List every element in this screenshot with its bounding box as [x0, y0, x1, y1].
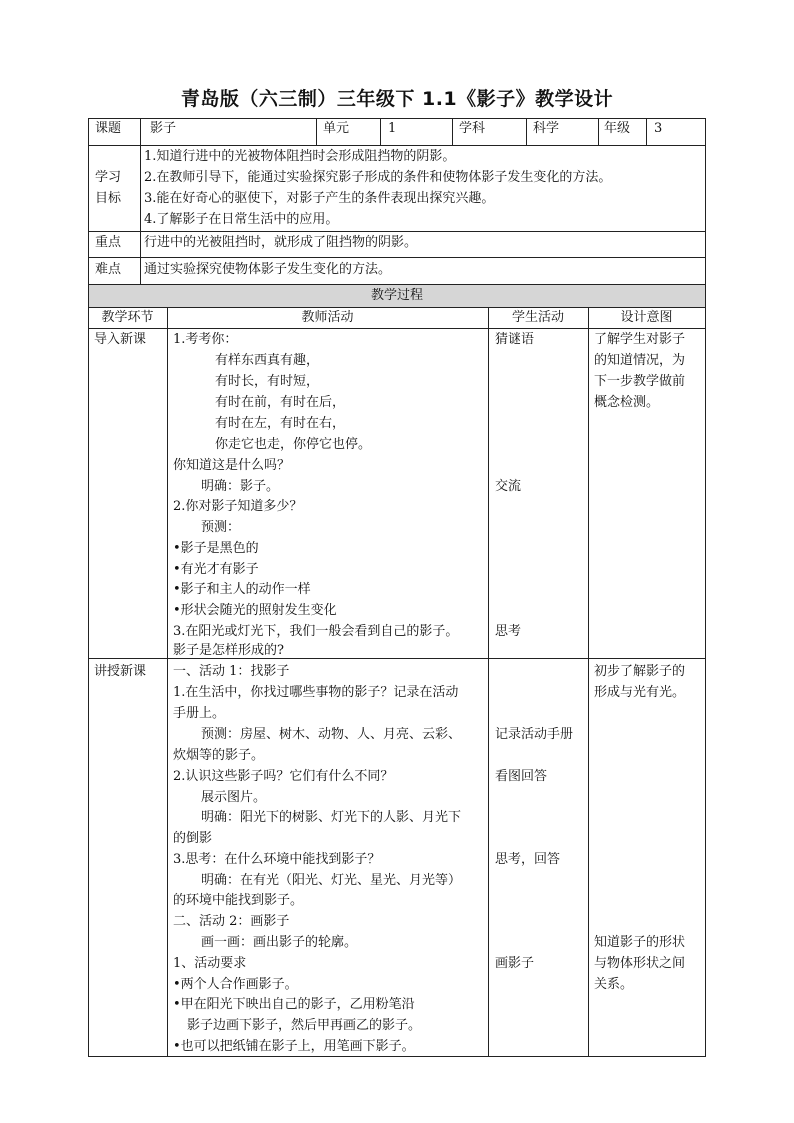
- subject-label: 学科: [459, 121, 486, 136]
- objective-item: 4.了解影子在日常生活中的应用。: [144, 212, 339, 227]
- objectives-label: 目标: [95, 191, 122, 206]
- row-line: [88, 145, 706, 146]
- col-line: [380, 118, 381, 145]
- document-title: 青岛版（六三制）三年级下 1.1《影子》教学设计: [180, 88, 614, 110]
- teacher-line: 预测：: [201, 520, 241, 535]
- teacher-line: 1.考考你：: [173, 332, 238, 347]
- unit-value: 1: [388, 121, 397, 136]
- design-intent-line: 关系。: [594, 977, 634, 992]
- row-line: [88, 328, 706, 329]
- objective-item: 1.知道行进中的光被物体阻挡时会形成阻挡物的阴影。: [144, 149, 456, 164]
- teacher-line: 明确：阳光下的树影、灯光下的人影、月光下: [201, 810, 462, 825]
- difficult-point-text: 通过实验探究使物体影子发生变化的方法。: [144, 262, 392, 277]
- teacher-line: 二、活动 2：画影子: [173, 914, 290, 929]
- col-line: [705, 118, 706, 1057]
- teacher-line: 1、活动要求: [173, 956, 247, 971]
- teacher-line: •形状会随光的照射发生变化: [173, 603, 337, 618]
- teacher-line: 有时在左，有时在右，: [215, 416, 346, 431]
- design-intent-line: 与物体形状之间: [594, 956, 686, 971]
- teacher-line: •也可以把纸铺在影子上，用笔画下影子。: [173, 1039, 415, 1054]
- col-line: [452, 118, 453, 145]
- student-activity: 思考: [495, 624, 522, 639]
- teacher-line: 的倒影: [173, 831, 213, 846]
- key-point-text: 行进中的光被阻挡时，就形成了阻挡物的阴影。: [144, 235, 418, 250]
- teacher-line: 影子是怎样形成的?: [173, 643, 284, 658]
- student-activity: 交流: [495, 479, 522, 494]
- student-activity: 记录活动手册: [495, 727, 574, 742]
- difficult-point-label: 难点: [95, 262, 122, 277]
- col-line: [588, 307, 589, 1057]
- design-intent-line: 知道影子的形状: [594, 935, 686, 950]
- teacher-line: 的环境中能找到影子。: [173, 893, 304, 908]
- teacher-line: 2.认识这些影子吗？它们有什么不同？: [173, 769, 394, 784]
- col-line: [598, 118, 599, 145]
- teacher-line: 3.思考：在什么环境中能找到影子？: [173, 852, 381, 867]
- objective-item: 2.在教师引导下，能通过实验探究影子形成的条件和使物体影子发生变化的方法。: [144, 170, 612, 185]
- teacher-line: 影子边画下影子，然后甲再画乙的影子。: [187, 1018, 422, 1033]
- col-line: [646, 118, 647, 145]
- row-line: [88, 257, 706, 258]
- objective-item: 3.能在好奇心的驱使下，对影子产生的条件表现出探究兴趣。: [144, 191, 495, 206]
- design-intent-line: 形成与光有光。: [594, 685, 686, 700]
- design-intent-line: 下一步教学做前: [594, 374, 686, 389]
- column-header-student: 学生活动: [511, 310, 564, 325]
- stage-label: 导入新课: [94, 332, 147, 347]
- teacher-line: 你走它也走，你停它也停。: [215, 437, 372, 452]
- column-header-stage: 教学环节: [101, 310, 154, 325]
- design-intent-line: 的知道情况，为: [594, 353, 686, 368]
- grade-value: 3: [654, 121, 663, 136]
- teacher-line: •两个人合作画影子。: [173, 977, 298, 992]
- grade-label: 年级: [604, 121, 631, 136]
- col-line: [140, 118, 141, 284]
- teacher-line: 明确：影子。: [201, 479, 280, 494]
- key-point-label: 重点: [95, 235, 122, 250]
- lesson-label: 课题: [95, 121, 122, 136]
- teacher-line: 3.在阳光或灯光下，我们一般会看到自己的影子。: [173, 624, 459, 639]
- unit-label: 单元: [323, 121, 350, 136]
- teacher-line: •有光才有影子: [173, 562, 259, 577]
- teacher-line: 画一画：画出影子的轮廓。: [201, 935, 358, 950]
- teacher-line: •影子是黑色的: [173, 541, 259, 556]
- col-line: [316, 118, 317, 145]
- col-line: [488, 307, 489, 1057]
- teacher-line: 1.在生活中，你找过哪些事物的影子？记录在活动: [173, 685, 459, 700]
- col-line: [167, 307, 168, 1057]
- teacher-line: 预测：房屋、树木、动物、人、月亮、云彩、: [201, 727, 462, 742]
- stage-label: 讲授新课: [94, 664, 147, 679]
- teacher-line: •影子和主人的动作一样: [173, 582, 311, 597]
- design-intent-line: 了解学生对影子: [594, 332, 686, 347]
- teacher-line: 一、活动 1：找影子: [173, 664, 290, 679]
- teacher-line: 有样东西真有趣，: [215, 353, 320, 368]
- teacher-line: 2.你对影子知道多少？: [173, 499, 303, 514]
- col-line: [88, 118, 89, 1057]
- teacher-line: 展示图片。: [201, 790, 267, 805]
- col-line: [526, 118, 527, 145]
- row-line: [88, 231, 706, 232]
- row-line: [88, 284, 706, 285]
- student-activity: 猜谜语: [495, 332, 535, 347]
- column-header-teacher: 教师活动: [301, 310, 354, 325]
- student-activity: 画影子: [495, 956, 535, 971]
- lesson-value: 影子: [150, 121, 177, 136]
- teacher-line: 有时长，有时短，: [215, 374, 320, 389]
- process-heading: 教学过程: [370, 288, 423, 303]
- teacher-line: •甲在阳光下映出自己的影子，乙用粉笔沿: [173, 997, 415, 1012]
- subject-value: 科学: [533, 121, 560, 136]
- column-header-intent: 设计意图: [620, 310, 673, 325]
- design-intent-line: 初步了解影子的: [594, 664, 686, 679]
- student-activity: 思考，回答: [495, 852, 561, 867]
- teacher-line: 手册上。: [173, 706, 226, 721]
- design-intent-line: 概念检测。: [594, 395, 660, 410]
- teacher-line: 有时在前，有时在后，: [215, 395, 346, 410]
- teacher-line: 你知道这是什么吗？: [173, 458, 291, 473]
- objectives-label: 学习: [95, 170, 122, 185]
- teacher-line: 明确：在有光（阳光、灯光、星光、月光等）: [201, 873, 462, 888]
- teacher-line: 炊烟等的影子。: [173, 748, 265, 763]
- student-activity: 看图回答: [495, 769, 548, 784]
